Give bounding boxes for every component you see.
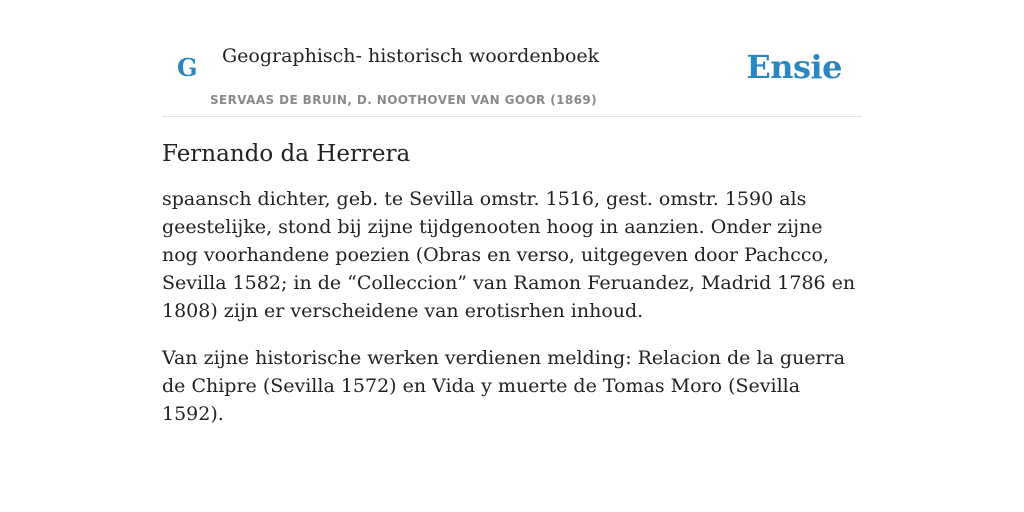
dictionary-authors: SERVAAS DE BRUIN, D. NOOTHOVEN VAN GOOR (1869): [210, 93, 598, 107]
page-container: [162, 0, 862, 447]
entry-paragraph: Van zijne historische werken verdienen melding: Relacion de la guerra de Chipre (Sevilla 1572) en Vida y muerte de Tomas Moro (Sevilla 1592).: [162, 347, 846, 425]
entry-title: Fernando da Herrera: [162, 141, 411, 167]
dictionary-logo-letter[interactable]: G: [177, 53, 198, 82]
entry-paragraph: spaansch dichter, geb. te Sevilla omstr. 1516, gest. omstr. 1590 als geestelijke, stond bij zijne tijdgenooten hoog in aanzien. Onder zijne nog voorhandene poezien (Obras en verso, uitgegeven door Pachcco, Sevilla 1582; in de “Colleccion” van Ramon Feruandez, Madrid 1786 en 1808) zijn er verscheidene van erotisrhen inhoud.: [162, 188, 856, 322]
entry-body: [162, 185, 862, 428]
header: [162, 0, 862, 117]
ensie-logo[interactable]: Ensie: [746, 48, 842, 86]
dictionary-title-link[interactable]: Geographisch- historisch woordenboek: [222, 45, 600, 67]
